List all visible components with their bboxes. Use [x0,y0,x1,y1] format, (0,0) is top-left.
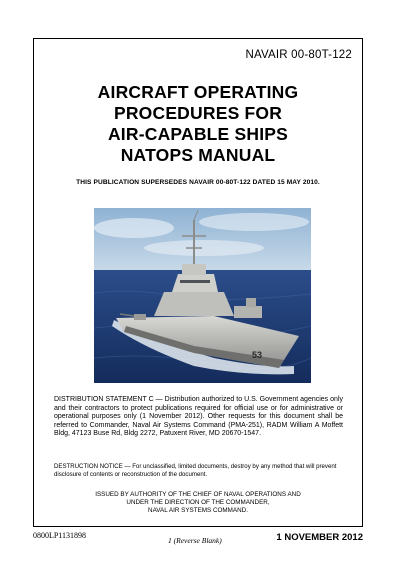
cover-frame [33,38,363,527]
authority-line: ISSUED BY AUTHORITY OF THE CHIEF OF NAVAL OPERATIONS AND [95,491,301,498]
distribution-statement: DISTRIBUTION STATEMENT C — Distribution authorized to U.S. Government agencies only and their contractors to protect publications required for official use or for administrative or operational purposes only (1 November 2012). Other requests for this document shall be referred to Commander, Naval Air Systems Command (PMA-251), RADM William A Moffett Bldg, 47123 Buse Rd, Bldg 2272, Patuxent River, MD 20670-1547. [54,396,343,438]
document-number: NAVAIR 00-80T-122 [245,49,352,61]
ship-photo [94,208,311,383]
title-line: AIR-CAPABLE SHIPS [107,124,289,144]
footer-code: 0800LP1131898 [33,531,87,540]
title-line: NATOPS MANUAL [120,145,276,165]
hull-number: 53 [252,350,263,360]
supersedes-notice: THIS PUBLICATION SUPERSEDES NAVAIR 00-80T-122 DATED 15 MAY 2010. [76,179,320,186]
title-line: PROCEDURES FOR [113,103,283,123]
authority-statement [34,491,362,516]
authority-line: NAVAL AIR SYSTEMS COMMAND. [148,507,248,515]
manual-title [34,82,362,166]
title-line: AIRCRAFT OPERATING [97,82,299,102]
footer-page: 1 (Reverse Blank) [168,536,222,545]
footer-date: 1 NOVEMBER 2012 [276,532,363,543]
destruction-notice: DESTRUCTION NOTICE — For unclassified, limited documents, destroy by any method that will prevent disclosure of contents or reconstruction of the document. [54,463,337,478]
authority-line: UNDER THE DIRECTION OF THE COMMANDER, [126,499,270,507]
